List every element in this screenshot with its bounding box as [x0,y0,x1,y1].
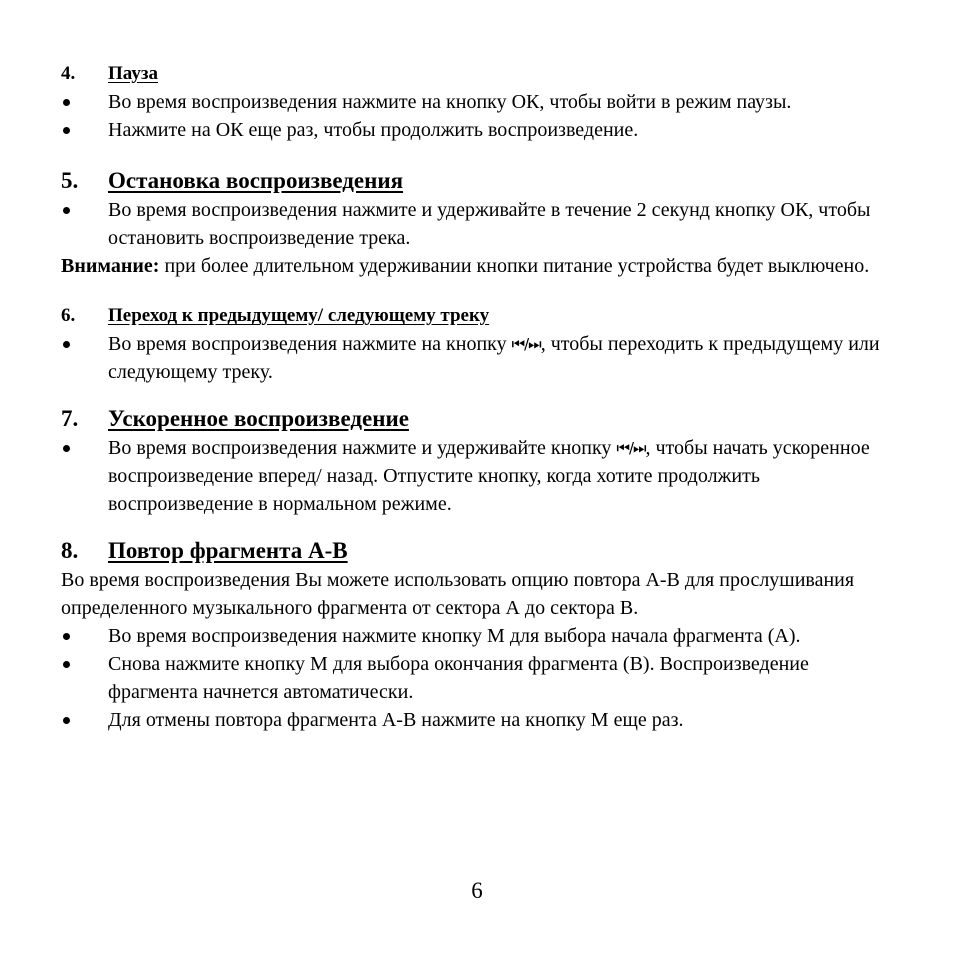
list-item-text: Снова нажмите кнопку М для выбора окончания фрагмента (В). Воспроизведение фрагмента начнется автоматически. [108,653,809,703]
warning-label: Внимание: [61,255,160,277]
list-item-text: Для отмены повтора фрагмента А-В нажмите на кнопку М еще раз. [108,709,684,731]
text-segment: Во время воспроизведения нажмите и удерживайте кнопку [108,437,617,459]
list-item-text: Нажмите на ОК еще раз, чтобы продолжить воспроизведение. [108,119,639,141]
section-intro: Во время воспроизведения Вы можете использовать опцию повтора А-В для прослушивания определенного музыкального фрагмента от сектора А до сектора В. [61,569,855,619]
bullet-icon [61,88,108,116]
text-segment: Во время воспроизведения нажмите на кнопку [108,333,512,355]
section-number: 6. [61,305,76,326]
section-7-heading [61,404,891,434]
prev-next-track-icon: ⏮/⏭ [616,439,646,457]
prev-next-track-icon: ⏮/⏭ [511,335,541,353]
section-title: Пауза [108,63,158,84]
section-title: Остановка воспроизведения [108,168,404,193]
list-item [61,650,891,706]
section-4-heading [61,60,891,88]
section-title: Повтор фрагмента А-В [108,538,348,563]
list-item-text: Во время воспроизведения нажмите на кнопку ОК, чтобы войти в режим паузы. [108,91,792,113]
bullet-icon [61,196,108,252]
section-title: Ускоренное воспроизведение [108,406,409,431]
bullet-icon [61,434,108,518]
bullet-icon [61,622,108,650]
text-segment: , чтобы начать ускоренное воспроизведение вперед/ назад. Отпустите кнопку, когда хотите продолжить воспроизведение в нормальном режиме. [108,437,870,515]
section-title: Переход к предыдущему/ следующему треку [108,305,490,326]
section-5-heading [61,166,891,196]
list-item [61,622,891,650]
bullet-icon [61,706,108,734]
list-item [61,706,891,734]
bullet-icon [61,650,108,706]
list-item [61,434,891,518]
section-number: 7. [61,406,79,431]
section-8-heading [61,536,891,566]
list-item-text: Во время воспроизведения нажмите и удерживайте в течение 2 секунд кнопку ОК, чтобы остановить воспроизведение трека. [108,199,871,249]
list-item [61,88,891,116]
list-item [61,196,891,252]
page-number: 6 [471,878,483,903]
section-number: 4. [61,63,76,84]
manual-page [61,60,891,734]
bullet-icon [61,116,108,144]
list-item-text: Во время воспроизведения нажмите кнопку М для выбора начала фрагмента (А). [108,625,801,647]
warning-text: при более длительном удерживании кнопки питание устройства будет выключено. [159,255,870,277]
bullet-icon [61,330,108,386]
list-item [61,330,891,386]
section-number: 5. [61,168,79,193]
warning-note [61,252,891,280]
list-item-text [108,330,891,386]
section-number: 8. [61,538,79,563]
text-segment: , чтобы переходить к предыдущему или следующему треку. [108,333,880,383]
section-6-heading [61,302,891,330]
list-item [61,116,891,144]
list-item-text [108,434,891,518]
